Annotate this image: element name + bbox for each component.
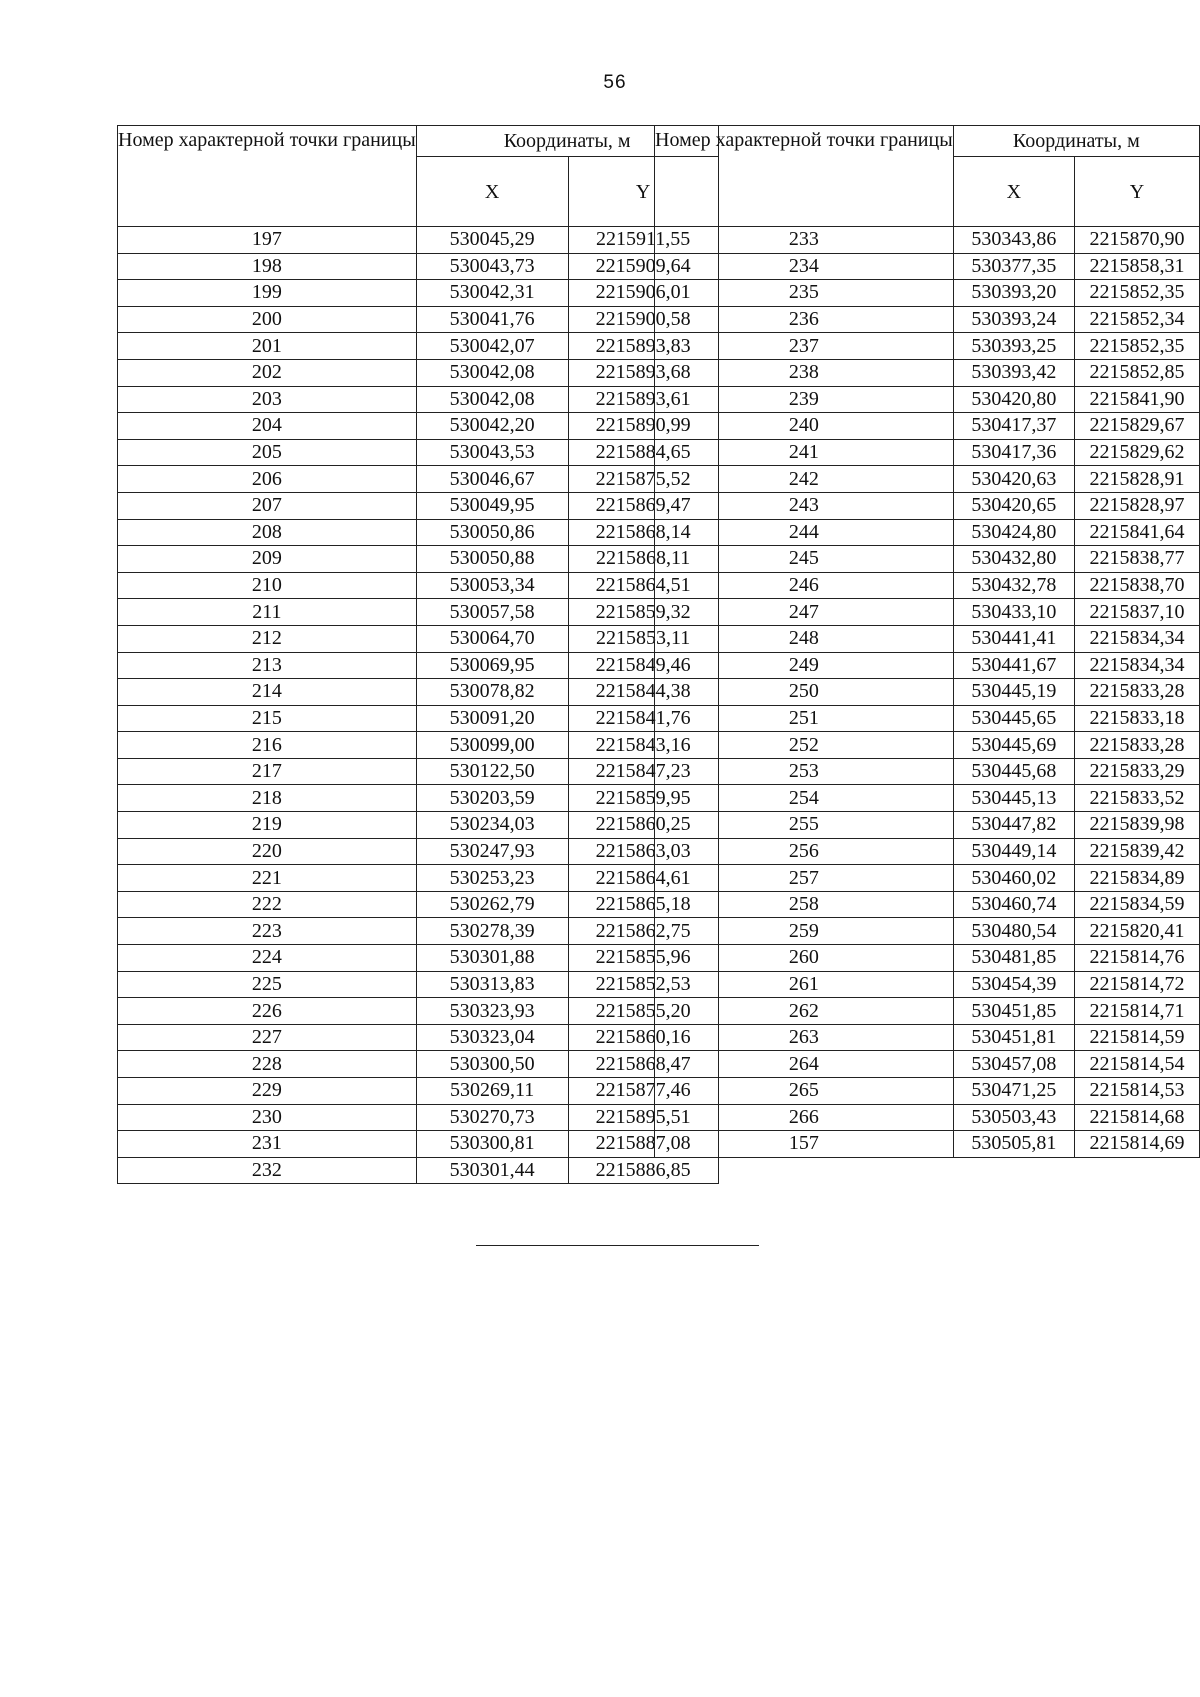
table-row [655, 865, 1200, 892]
x-coordinate-cell: 530432,80 [953, 546, 1074, 573]
x-coordinate-cell: 530393,24 [953, 306, 1074, 333]
point-number-cell: 250 [655, 679, 954, 706]
point-number-cell: 234 [655, 253, 954, 280]
y-coordinate-cell: 2215839,98 [1075, 812, 1200, 839]
point-number-cell: 209 [118, 546, 417, 573]
y-coordinate-cell: 2215849,46 [568, 652, 718, 679]
point-number-cell: 231 [118, 1131, 417, 1158]
y-coordinate-cell: 2215884,65 [568, 439, 718, 466]
point-number-cell: 251 [655, 705, 954, 732]
y-coordinate-cell: 2215814,59 [1075, 1024, 1200, 1051]
y-coordinate-cell: 2215841,64 [1075, 519, 1200, 546]
point-number-cell: 262 [655, 998, 954, 1025]
point-number-cell: 198 [118, 253, 417, 280]
y-coordinate-cell: 2215814,76 [1075, 945, 1200, 972]
point-number-cell: 257 [655, 865, 954, 892]
point-number-cell: 254 [655, 785, 954, 812]
point-number-cell: 197 [118, 227, 417, 254]
y-coordinate-cell: 2215833,29 [1075, 758, 1200, 785]
point-number-cell: 218 [118, 785, 417, 812]
point-number-cell: 227 [118, 1024, 417, 1051]
point-number-cell: 226 [118, 998, 417, 1025]
x-coordinate-cell: 530043,53 [416, 439, 568, 466]
y-coordinate-cell: 2215843,16 [568, 732, 718, 759]
point-number-cell: 224 [118, 945, 417, 972]
table-row [118, 386, 719, 413]
x-coordinate-cell: 530043,73 [416, 253, 568, 280]
y-coordinate-cell: 2215895,51 [568, 1104, 718, 1131]
y-coordinate-cell: 2215814,72 [1075, 971, 1200, 998]
x-coordinate-cell: 530505,81 [953, 1131, 1074, 1158]
y-coordinate-cell: 2215820,41 [1075, 918, 1200, 945]
point-number-cell: 230 [118, 1104, 417, 1131]
table-row [118, 945, 719, 972]
y-coordinate-cell: 2215911,55 [568, 227, 718, 254]
x-coordinate-cell: 530099,00 [416, 732, 568, 759]
y-coordinate-cell: 2215814,68 [1075, 1104, 1200, 1131]
point-number-cell: 201 [118, 333, 417, 360]
y-coordinate-cell: 2215841,76 [568, 705, 718, 732]
x-coordinate-cell: 530420,65 [953, 492, 1074, 519]
point-number-cell: 202 [118, 359, 417, 386]
x-coordinate-cell: 530441,41 [953, 625, 1074, 652]
point-number-cell: 248 [655, 625, 954, 652]
point-number-cell: 199 [118, 280, 417, 307]
table-row [655, 386, 1200, 413]
table-row [655, 519, 1200, 546]
point-number-cell: 232 [118, 1157, 417, 1184]
x-coordinate-cell: 530424,80 [953, 519, 1074, 546]
x-coordinate-cell: 530460,02 [953, 865, 1074, 892]
point-number-cell: 207 [118, 492, 417, 519]
y-coordinate-cell: 2215834,34 [1075, 652, 1200, 679]
y-coordinate-cell: 2215890,99 [568, 413, 718, 440]
x-coordinate-cell: 530300,50 [416, 1051, 568, 1078]
y-coordinate-cell: 2215833,18 [1075, 705, 1200, 732]
point-number-cell: 228 [118, 1051, 417, 1078]
y-coordinate-cell: 2215834,89 [1075, 865, 1200, 892]
left-table-body [118, 227, 719, 1184]
y-coordinate-cell: 2215864,61 [568, 865, 718, 892]
table-row [655, 758, 1200, 785]
x-coordinate-cell: 530247,93 [416, 838, 568, 865]
table-row [118, 785, 719, 812]
y-coordinate-cell: 2215906,01 [568, 280, 718, 307]
table-row [655, 546, 1200, 573]
table-row [655, 572, 1200, 599]
x-coordinate-cell: 530480,54 [953, 918, 1074, 945]
x-coordinate-cell: 530122,50 [416, 758, 568, 785]
table-row [118, 1157, 719, 1184]
table-row [118, 599, 719, 626]
x-coordinate-cell: 530042,31 [416, 280, 568, 307]
point-number-cell: 252 [655, 732, 954, 759]
point-number-cell: 265 [655, 1078, 954, 1105]
y-coordinate-cell: 2215909,64 [568, 253, 718, 280]
y-coordinate-cell: 2215859,32 [568, 599, 718, 626]
table-row [655, 679, 1200, 706]
y-header: Y [568, 157, 718, 227]
point-number-cell: 247 [655, 599, 954, 626]
x-coordinate-cell: 530454,39 [953, 971, 1074, 998]
table-row [118, 546, 719, 573]
x-coordinate-cell: 530050,86 [416, 519, 568, 546]
point-number-cell: 239 [655, 386, 954, 413]
point-number-cell: 244 [655, 519, 954, 546]
y-coordinate-cell: 2215852,53 [568, 971, 718, 998]
x-coordinate-cell: 530053,34 [416, 572, 568, 599]
point-number-cell: 258 [655, 891, 954, 918]
point-number-cell: 256 [655, 838, 954, 865]
y-coordinate-cell: 2215893,68 [568, 359, 718, 386]
x-coordinate-cell: 530445,65 [953, 705, 1074, 732]
y-coordinate-cell: 2215893,83 [568, 333, 718, 360]
point-number-cell: 259 [655, 918, 954, 945]
point-number-cell: 241 [655, 439, 954, 466]
y-coordinate-cell: 2215868,11 [568, 546, 718, 573]
point-number-cell: 246 [655, 572, 954, 599]
point-number-cell: 220 [118, 838, 417, 865]
x-coordinate-cell: 530447,82 [953, 812, 1074, 839]
point-number-cell: 157 [655, 1131, 954, 1158]
table-row [118, 758, 719, 785]
table-row [118, 333, 719, 360]
x-coordinate-cell: 530049,95 [416, 492, 568, 519]
point-number-cell: 242 [655, 466, 954, 493]
x-coordinate-cell: 530417,36 [953, 439, 1074, 466]
x-coordinate-cell: 530393,42 [953, 359, 1074, 386]
x-coordinate-cell: 530270,73 [416, 1104, 568, 1131]
x-coordinate-cell: 530393,25 [953, 333, 1074, 360]
table-row [118, 891, 719, 918]
table-row [118, 865, 719, 892]
table-row [118, 652, 719, 679]
y-coordinate-cell: 2215862,75 [568, 918, 718, 945]
point-number-cell: 203 [118, 386, 417, 413]
y-coordinate-cell: 2215869,47 [568, 492, 718, 519]
table-row [118, 413, 719, 440]
x-coordinate-cell: 530445,19 [953, 679, 1074, 706]
point-number-cell: 238 [655, 359, 954, 386]
table-row [655, 838, 1200, 865]
x-coordinate-cell: 530417,37 [953, 413, 1074, 440]
point-number-header: Номер характерной точки границы [118, 126, 417, 227]
y-coordinate-cell: 2215847,23 [568, 758, 718, 785]
table-row [655, 599, 1200, 626]
point-number-cell: 205 [118, 439, 417, 466]
x-coordinate-cell: 530471,25 [953, 1078, 1074, 1105]
end-separator-line [476, 1245, 759, 1246]
x-coordinate-cell: 530041,76 [416, 306, 568, 333]
table-row [118, 306, 719, 333]
y-coordinate-cell: 2215833,28 [1075, 679, 1200, 706]
table-row [655, 732, 1200, 759]
y-coordinate-cell: 2215833,28 [1075, 732, 1200, 759]
x-coordinate-cell: 530300,81 [416, 1131, 568, 1158]
x-coordinate-cell: 530301,44 [416, 1157, 568, 1184]
point-number-cell: 245 [655, 546, 954, 573]
x-header: X [953, 157, 1074, 227]
x-coordinate-cell: 530503,43 [953, 1104, 1074, 1131]
point-number-cell: 211 [118, 599, 417, 626]
y-coordinate-cell: 2215852,85 [1075, 359, 1200, 386]
x-coordinate-cell: 530050,88 [416, 546, 568, 573]
x-coordinate-cell: 530445,69 [953, 732, 1074, 759]
point-number-cell: 229 [118, 1078, 417, 1105]
x-coordinate-cell: 530393,20 [953, 280, 1074, 307]
x-coordinate-cell: 530377,35 [953, 253, 1074, 280]
x-coordinate-cell: 530451,81 [953, 1024, 1074, 1051]
x-coordinate-cell: 530323,04 [416, 1024, 568, 1051]
point-number-cell: 236 [655, 306, 954, 333]
x-coordinate-cell: 530078,82 [416, 679, 568, 706]
x-coordinate-cell: 530432,78 [953, 572, 1074, 599]
point-number-cell: 260 [655, 945, 954, 972]
y-coordinate-cell: 2215858,31 [1075, 253, 1200, 280]
table-row [655, 652, 1200, 679]
y-coordinate-cell: 2215814,53 [1075, 1078, 1200, 1105]
x-coordinate-cell: 530301,88 [416, 945, 568, 972]
y-header: Y [1075, 157, 1200, 227]
point-number-cell: 223 [118, 918, 417, 945]
x-coordinate-cell: 530064,70 [416, 625, 568, 652]
coordinates-table-right [654, 125, 1200, 1158]
table-row [655, 945, 1200, 972]
y-coordinate-cell: 2215828,91 [1075, 466, 1200, 493]
y-coordinate-cell: 2215828,97 [1075, 492, 1200, 519]
table-row [655, 705, 1200, 732]
point-number-cell: 235 [655, 280, 954, 307]
right-table-body [655, 227, 1200, 1158]
table-row [655, 971, 1200, 998]
y-coordinate-cell: 2215833,52 [1075, 785, 1200, 812]
page-number: 56 [603, 72, 627, 93]
point-number-cell: 263 [655, 1024, 954, 1051]
table-row [118, 466, 719, 493]
y-coordinate-cell: 2215839,42 [1075, 838, 1200, 865]
table-row [118, 253, 719, 280]
x-coordinate-cell: 530343,86 [953, 227, 1074, 254]
y-coordinate-cell: 2215855,20 [568, 998, 718, 1025]
table-row [655, 891, 1200, 918]
y-coordinate-cell: 2215852,35 [1075, 280, 1200, 307]
x-coordinate-cell: 530091,20 [416, 705, 568, 732]
table-row [118, 359, 719, 386]
y-coordinate-cell: 2215868,47 [568, 1051, 718, 1078]
table-row [118, 519, 719, 546]
point-number-cell: 237 [655, 333, 954, 360]
x-coordinate-cell: 530451,85 [953, 998, 1074, 1025]
table-row [655, 1104, 1200, 1131]
table-row [655, 466, 1200, 493]
x-coordinate-cell: 530253,23 [416, 865, 568, 892]
table-row [655, 413, 1200, 440]
table-row [655, 625, 1200, 652]
table-row [655, 812, 1200, 839]
x-coordinate-cell: 530420,80 [953, 386, 1074, 413]
y-coordinate-cell: 2215855,96 [568, 945, 718, 972]
x-coordinate-cell: 530262,79 [416, 891, 568, 918]
table-row [118, 227, 719, 254]
table-row [118, 838, 719, 865]
y-coordinate-cell: 2215887,08 [568, 1131, 718, 1158]
x-coordinate-cell: 530445,68 [953, 758, 1074, 785]
y-coordinate-cell: 2215838,70 [1075, 572, 1200, 599]
x-coordinate-cell: 530313,83 [416, 971, 568, 998]
table-row [655, 998, 1200, 1025]
table-row [118, 812, 719, 839]
y-coordinate-cell: 2215860,25 [568, 812, 718, 839]
x-coordinate-cell: 530045,29 [416, 227, 568, 254]
point-number-cell: 208 [118, 519, 417, 546]
y-coordinate-cell: 2215870,90 [1075, 227, 1200, 254]
table-row [118, 492, 719, 519]
x-coordinate-cell: 530042,20 [416, 413, 568, 440]
point-number-cell: 217 [118, 758, 417, 785]
x-coordinate-cell: 530042,08 [416, 386, 568, 413]
point-number-cell: 212 [118, 625, 417, 652]
y-coordinate-cell: 2215868,14 [568, 519, 718, 546]
point-number-cell: 233 [655, 227, 954, 254]
y-coordinate-cell: 2215853,11 [568, 625, 718, 652]
table-row [655, 1131, 1200, 1158]
table-row [655, 306, 1200, 333]
point-number-cell: 221 [118, 865, 417, 892]
table-row [118, 998, 719, 1025]
point-number-cell: 213 [118, 652, 417, 679]
x-coordinate-cell: 530203,59 [416, 785, 568, 812]
y-coordinate-cell: 2215829,67 [1075, 413, 1200, 440]
table-row [118, 439, 719, 466]
table-row [655, 227, 1200, 254]
point-number-cell: 219 [118, 812, 417, 839]
x-coordinate-cell: 530481,85 [953, 945, 1074, 972]
point-number-cell: 249 [655, 652, 954, 679]
point-number-cell: 200 [118, 306, 417, 333]
table-row [118, 971, 719, 998]
point-number-cell: 240 [655, 413, 954, 440]
table-row [118, 1051, 719, 1078]
table-row [118, 1078, 719, 1105]
x-coordinate-cell: 530460,74 [953, 891, 1074, 918]
y-coordinate-cell: 2215814,69 [1075, 1131, 1200, 1158]
x-coordinate-cell: 530042,08 [416, 359, 568, 386]
y-coordinate-cell: 2215852,34 [1075, 306, 1200, 333]
x-coordinate-cell: 530069,95 [416, 652, 568, 679]
x-coordinate-cell: 530457,08 [953, 1051, 1074, 1078]
coordinates-table-left [117, 125, 719, 1184]
point-number-cell: 225 [118, 971, 417, 998]
table-row [655, 333, 1200, 360]
table-row [655, 1051, 1200, 1078]
point-number-cell: 210 [118, 572, 417, 599]
table-row [118, 572, 719, 599]
table-row [655, 253, 1200, 280]
y-coordinate-cell: 2215864,51 [568, 572, 718, 599]
x-coordinate-cell: 530420,63 [953, 466, 1074, 493]
point-number-cell: 264 [655, 1051, 954, 1078]
point-number-cell: 216 [118, 732, 417, 759]
point-number-cell: 214 [118, 679, 417, 706]
x-coordinate-cell: 530046,67 [416, 466, 568, 493]
y-coordinate-cell: 2215863,03 [568, 838, 718, 865]
point-number-cell: 206 [118, 466, 417, 493]
y-coordinate-cell: 2215900,58 [568, 306, 718, 333]
table-row [118, 1131, 719, 1158]
x-coordinate-cell: 530445,13 [953, 785, 1074, 812]
table-row [655, 492, 1200, 519]
table-row [118, 280, 719, 307]
table-row [655, 918, 1200, 945]
y-coordinate-cell: 2215838,77 [1075, 546, 1200, 573]
table-row [118, 732, 719, 759]
point-number-cell: 243 [655, 492, 954, 519]
y-coordinate-cell: 2215841,90 [1075, 386, 1200, 413]
x-coordinate-cell: 530042,07 [416, 333, 568, 360]
table-row [655, 439, 1200, 466]
coordinates-header: Координаты, м [953, 126, 1199, 157]
table-row [118, 679, 719, 706]
point-number-header: Номер характерной точки границы [655, 126, 954, 227]
table-row [118, 1104, 719, 1131]
y-coordinate-cell: 2215877,46 [568, 1078, 718, 1105]
point-number-cell: 215 [118, 705, 417, 732]
x-coordinate-cell: 530449,14 [953, 838, 1074, 865]
y-coordinate-cell: 2215829,62 [1075, 439, 1200, 466]
y-coordinate-cell: 2215893,61 [568, 386, 718, 413]
y-coordinate-cell: 2215837,10 [1075, 599, 1200, 626]
table-row [655, 1024, 1200, 1051]
y-coordinate-cell: 2215814,54 [1075, 1051, 1200, 1078]
point-number-cell: 261 [655, 971, 954, 998]
table-row [118, 1024, 719, 1051]
point-number-cell: 222 [118, 891, 417, 918]
table-row [655, 280, 1200, 307]
table-row [118, 918, 719, 945]
table-row [118, 705, 719, 732]
x-coordinate-cell: 530269,11 [416, 1078, 568, 1105]
y-coordinate-cell: 2215814,71 [1075, 998, 1200, 1025]
x-header: X [416, 157, 568, 227]
y-coordinate-cell: 2215852,35 [1075, 333, 1200, 360]
y-coordinate-cell: 2215865,18 [568, 891, 718, 918]
x-coordinate-cell: 530057,58 [416, 599, 568, 626]
x-coordinate-cell: 530278,39 [416, 918, 568, 945]
y-coordinate-cell: 2215860,16 [568, 1024, 718, 1051]
y-coordinate-cell: 2215834,59 [1075, 891, 1200, 918]
y-coordinate-cell: 2215844,38 [568, 679, 718, 706]
table-row [655, 1078, 1200, 1105]
x-coordinate-cell: 530433,10 [953, 599, 1074, 626]
table-row [655, 785, 1200, 812]
y-coordinate-cell: 2215859,95 [568, 785, 718, 812]
x-coordinate-cell: 530441,67 [953, 652, 1074, 679]
table-row [655, 359, 1200, 386]
point-number-cell: 204 [118, 413, 417, 440]
point-number-cell: 253 [655, 758, 954, 785]
y-coordinate-cell: 2215834,34 [1075, 625, 1200, 652]
table-row [118, 625, 719, 652]
x-coordinate-cell: 530234,03 [416, 812, 568, 839]
coordinates-header: Координаты, м [416, 126, 718, 157]
y-coordinate-cell: 2215886,85 [568, 1157, 718, 1184]
point-number-cell: 255 [655, 812, 954, 839]
y-coordinate-cell: 2215875,52 [568, 466, 718, 493]
x-coordinate-cell: 530323,93 [416, 998, 568, 1025]
point-number-cell: 266 [655, 1104, 954, 1131]
